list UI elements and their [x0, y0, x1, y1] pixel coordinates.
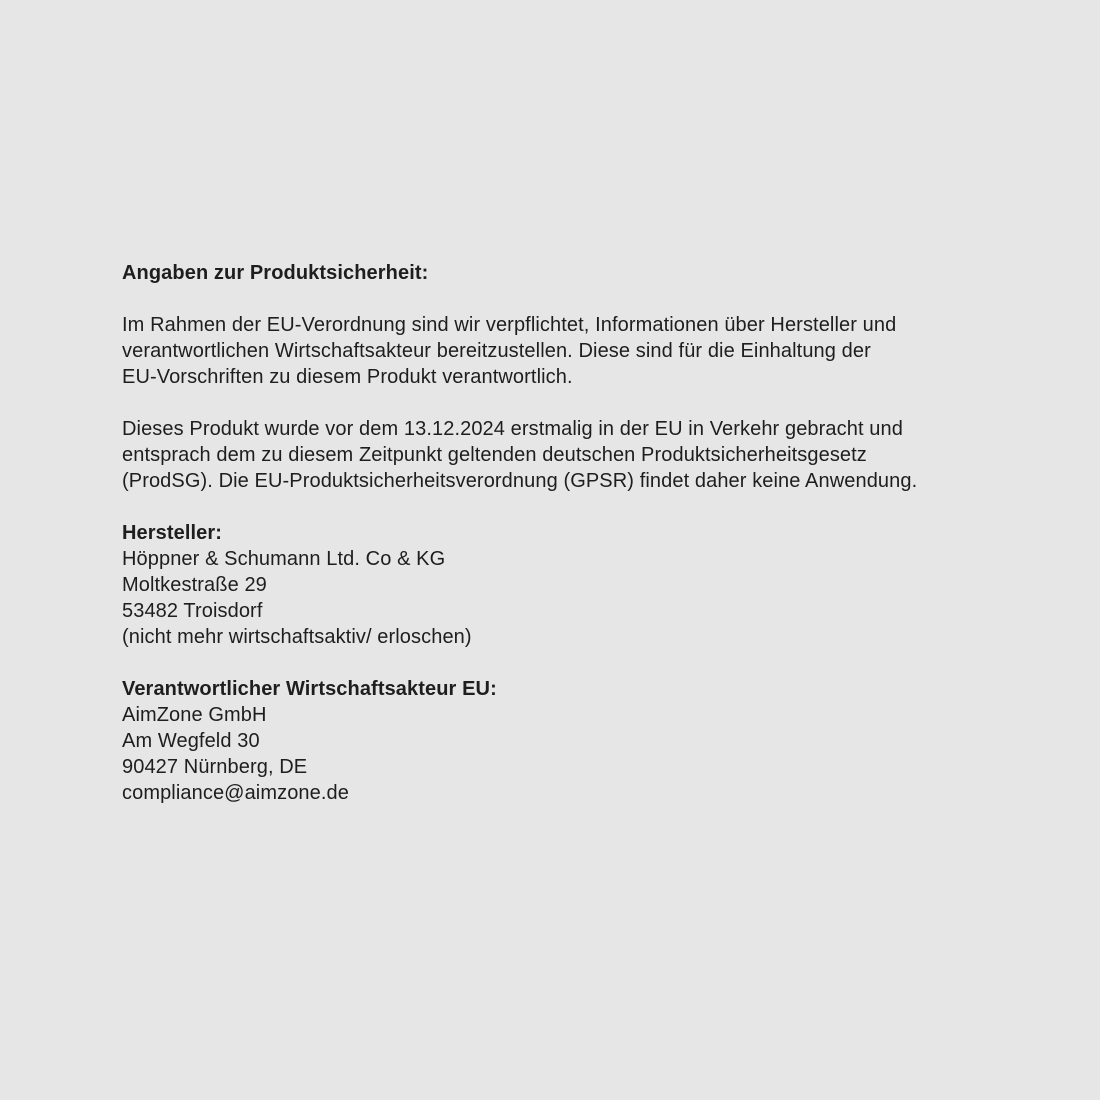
manufacturer-section: [122, 520, 1002, 650]
paragraph-line: (ProdSG). Die EU-Produktsicherheitsverordnung (GPSR) findet daher keine Anwendung.: [122, 470, 918, 492]
responsible-actor-city: 90427 Nürnberg, DE: [122, 756, 308, 778]
manufacturer-status: (nicht mehr wirtschaftsaktiv/ erloschen): [122, 626, 472, 648]
paragraph-line: entsprach dem zu diesem Zeitpunkt geltenden deutschen Produktsicherheitsgesetz: [122, 444, 867, 466]
responsible-actor-name: AimZone GmbH: [122, 704, 267, 726]
paragraph-line: Im Rahmen der EU-Verordnung sind wir verpflichtet, Informationen über Hersteller und: [122, 314, 897, 336]
manufacturer-heading: Hersteller:: [122, 522, 223, 544]
responsible-actor-section: [122, 676, 1002, 806]
responsible-actor-street: Am Wegfeld 30: [122, 730, 260, 752]
product-safety-notice: [122, 260, 1002, 832]
paragraph-line: EU-Vorschriften zu diesem Produkt verantwortlich.: [122, 366, 573, 388]
paragraph-grandfathering: [122, 416, 1002, 494]
paragraph-line: Dieses Produkt wurde vor dem 13.12.2024 erstmalig in der EU in Verkehr gebracht und: [122, 418, 903, 440]
responsible-actor-heading: Verantwortlicher Wirtschaftsakteur EU:: [122, 678, 497, 700]
paragraph-line: verantwortlichen Wirtschaftsakteur bereitzustellen. Diese sind für die Einhaltung der: [122, 340, 871, 362]
paragraph-eu-regulation: [122, 312, 1002, 390]
manufacturer-city: 53482 Troisdorf: [122, 600, 263, 622]
responsible-actor-email: compliance@aimzone.de: [122, 782, 349, 804]
manufacturer-name: Höppner & Schumann Ltd. Co & KG: [122, 548, 446, 570]
notice-title: Angaben zur Produktsicherheit:: [122, 262, 429, 284]
manufacturer-street: Moltkestraße 29: [122, 574, 267, 596]
